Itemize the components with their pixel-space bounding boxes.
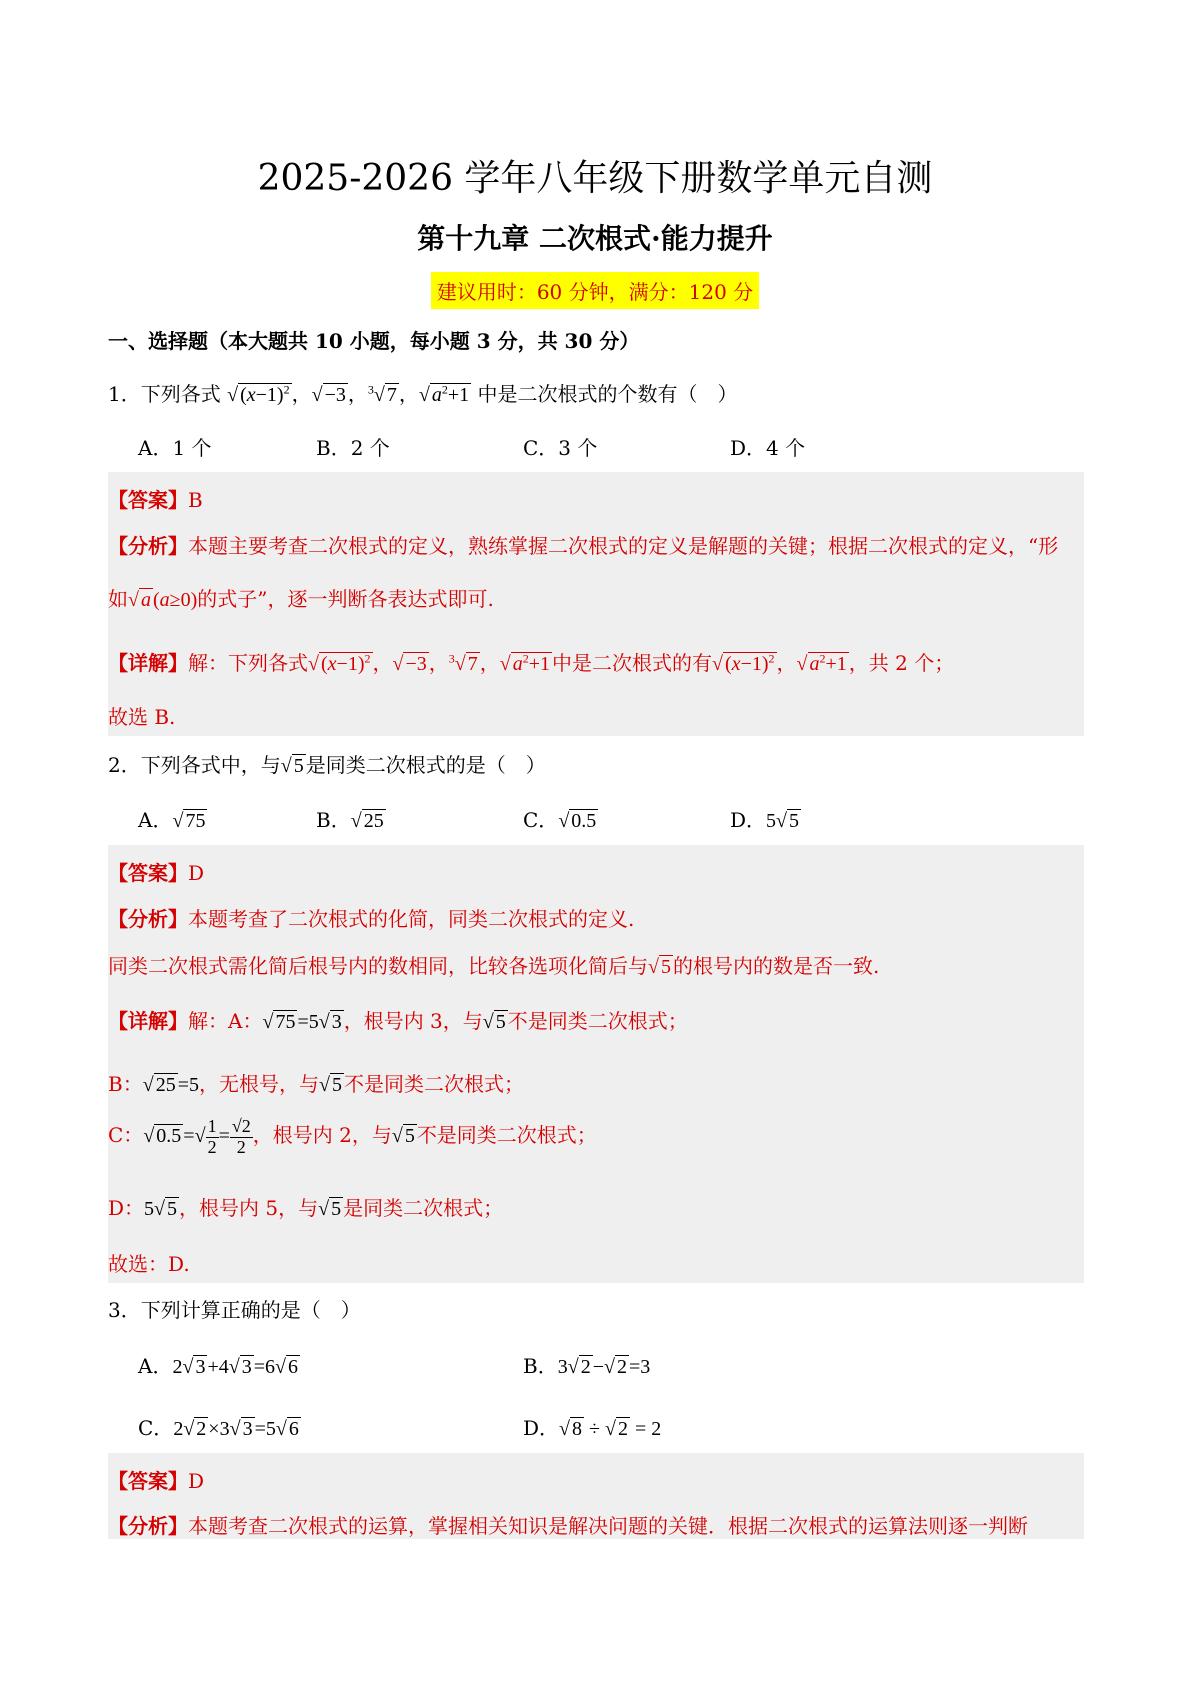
question-3-stem: 3．下列计算正确的是（ ） [108, 1298, 361, 1322]
q1-option-d[interactable]: D．4 个 [730, 436, 806, 460]
q2-option-a[interactable]: A．√ 75 [138, 808, 206, 832]
time-hint: 建议用时：60 分钟，满分：120 分 [431, 272, 759, 309]
q3-analysis-1: 【分析】本题考查二次根式的运算，掌握相关知识是解决问题的关键．根据二次根式的运算法则逐一判断 [108, 1514, 1028, 1538]
q2-detail-b: B：√ 25 =5，无根号，与√ 5 不是同类二次根式； [108, 1072, 524, 1096]
question-2-stem: 2．下列各式中，与√ 5 是同类二次根式的是（ ） [108, 753, 546, 777]
q2-conclusion: 故选：D. [108, 1252, 190, 1276]
q1-option-b[interactable]: B．2 个 [316, 436, 390, 460]
section-heading: 一、选择题（本大题共 10 小题，每小题 3 分，共 30 分） [108, 329, 640, 353]
q3-option-c[interactable]: C．2√ 2 ×3√ 3 =5√ 6 [138, 1416, 299, 1440]
q1-option-c[interactable]: C．3 个 [523, 436, 598, 460]
q2-detail-a: 【详解】解：A：√ 75 =5√ 3 ，根号内 3，与√ 5 不是同类二次根式； [108, 1009, 688, 1033]
q3-answer: 【答案】D [108, 1469, 205, 1493]
q1-analysis-2: 如√ a (a≥0)的式子”，逐一判断各表达式即可. [108, 587, 494, 611]
page-title: 2025-2026 学年八年级下册数学单元自测 [257, 158, 933, 199]
question-1-stem: 1．下列各式 √ $(x-1)^2$ ，√ −3 ，$^3$√ 7 ，√ $a^2+1$ 中是二次根式的个数有（ ） [108, 382, 738, 406]
q1-option-a[interactable]: A．1 个 [138, 436, 212, 460]
q2-detail-d: D：5√ 5 ，根号内 5，与√ 5 是同类二次根式； [108, 1196, 504, 1220]
q1-answer: 【答案】B [108, 488, 203, 512]
q1-detail: 【详解】解：下列各式√ $(x-1)^2$ ，√ −3 ，$^3$√ 7 ，√ $a^2+1$ 中是二次根式的有√ $(x-1)^2$ ，√ $a^2+1$ ，共 2 个； [108, 651, 955, 675]
q2-option-d[interactable]: D．5√ 5 [730, 808, 800, 832]
q1-analysis-1: 【分析】本题主要考查二次根式的定义，熟练掌握二次根式的定义是解题的关键；根据二次根式的定义，“形 [108, 534, 1059, 558]
q2-option-b[interactable]: B．√ 25 [316, 808, 384, 832]
q3-option-b[interactable]: B．3√ 2 −√ 2 =3 [523, 1354, 651, 1378]
q2-analysis-1: 【分析】本题考查了二次根式的化简，同类二次根式的定义. [108, 907, 635, 931]
q2-detail-c: C：√ 0.5 =√ $\frac{1}{2}$ = $\frac{√2}{2}$ ，根号内 2，与√ 5 不是同类二次根式； [108, 1116, 597, 1157]
q2-option-c[interactable]: C．√ 0.5 [523, 808, 597, 832]
q3-option-d[interactable]: D．√ 8 ÷ √ 2 = 2 [523, 1416, 662, 1440]
page-subtitle: 第十九章 二次根式·能力提升 [417, 222, 773, 255]
q2-answer: 【答案】D [108, 861, 205, 885]
q3-option-a[interactable]: A．2√ 3 +4√ 3 =6√ 6 [138, 1354, 298, 1378]
q1-conclusion: 故选 B. [108, 705, 176, 729]
q2-analysis-2: 同类二次根式需化简后根号内的数相同，比较各选项化简后与√ 5 的根号内的数是否一致. [108, 954, 880, 978]
